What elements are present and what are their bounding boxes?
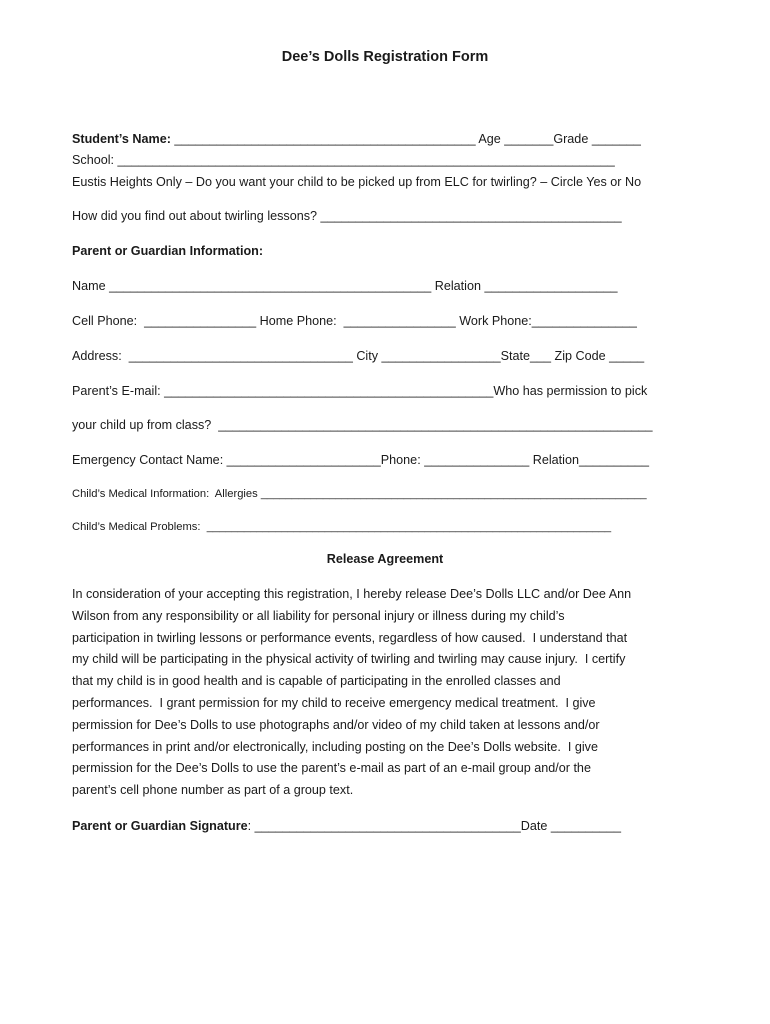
student-age-grade-fields: ___________________________________________ Age _______Grade _______ <box>170 132 641 146</box>
form-title: Dee’s Dolls Registration Form <box>281 49 489 65</box>
release-line: performances in print and/or electronically, including posting on the Dee’s Dolls website. I give <box>72 739 598 754</box>
phones-line: Cell Phone: ________________ Home Phone: ________________ Work Phone:_______________ <box>72 314 637 328</box>
eustis-pickup-question: Eustis Heights Only – Do you want your child to be picked up from ELC for twirling? – Circle Yes or No <box>72 175 642 189</box>
release-line: In consideration of your accepting this registration, I hereby release Dee’s Dolls LLC and/or Dee Ann <box>72 587 632 601</box>
address-line: Address: ________________________________ City _________________State___ Zip Code _____ <box>72 349 645 363</box>
release-line: Wilson from any responsibility or all liability for personal injury or illness during my child’s <box>72 608 565 623</box>
signature-line <box>72 817 621 835</box>
student-name-line <box>72 130 641 148</box>
medical-info-line: Child’s Medical Information: Allergies ______________________________________________________________ <box>72 488 647 500</box>
school-line: School: _______________________________________________________________________ <box>72 153 615 167</box>
release-line: permission for the Dee’s Dolls to use the parent’s e-mail as part of an e-mail group and/or the <box>72 761 591 776</box>
signature-date-fields: : ______________________________________Date __________ <box>247 819 621 833</box>
email-line: Parent’s E-mail: _______________________________________________Who has permission to pick <box>72 384 648 398</box>
release-line: permission for Dee’s Dolls to use photographs and/or video of my child taken at lessons and/or <box>72 717 600 732</box>
release-line: performances. I grant permission for my child to receive emergency medical treatment. I give <box>72 695 596 710</box>
parent-name-line: Name ______________________________________________ Relation ___________________ <box>72 279 618 293</box>
release-line: parent’s cell phone number as part of a group text. <box>72 783 354 798</box>
signature-label: Parent or Guardian Signature <box>72 819 248 833</box>
pickup-permission-line: your child up from class? ______________________________________________________________ <box>72 418 653 432</box>
medical-problems-line: Child’s Medical Problems: _________________________________________________________________ <box>72 521 612 533</box>
release-line: that my child is in good health and is capable of participating in the enrolled classes and <box>72 674 561 689</box>
release-line: my child will be participating in the physical activity of twirling and twirling may cause injury. I certify <box>72 652 626 667</box>
parent-info-heading: Parent or Guardian Information: <box>72 244 264 258</box>
release-agreement-heading: Release Agreement <box>326 552 444 566</box>
emergency-contact-line: Emergency Contact Name: ______________________Phone: _______________ Relation__________ <box>72 453 649 467</box>
release-agreement-text <box>72 584 712 802</box>
release-line: participation in twirling lessons or performance events, regardless of how caused. I understand that <box>72 630 628 645</box>
how-find-question: How did you find out about twirling lessons? ___________________________________________ <box>72 209 622 223</box>
student-name-label: Student’s Name: <box>72 132 171 146</box>
